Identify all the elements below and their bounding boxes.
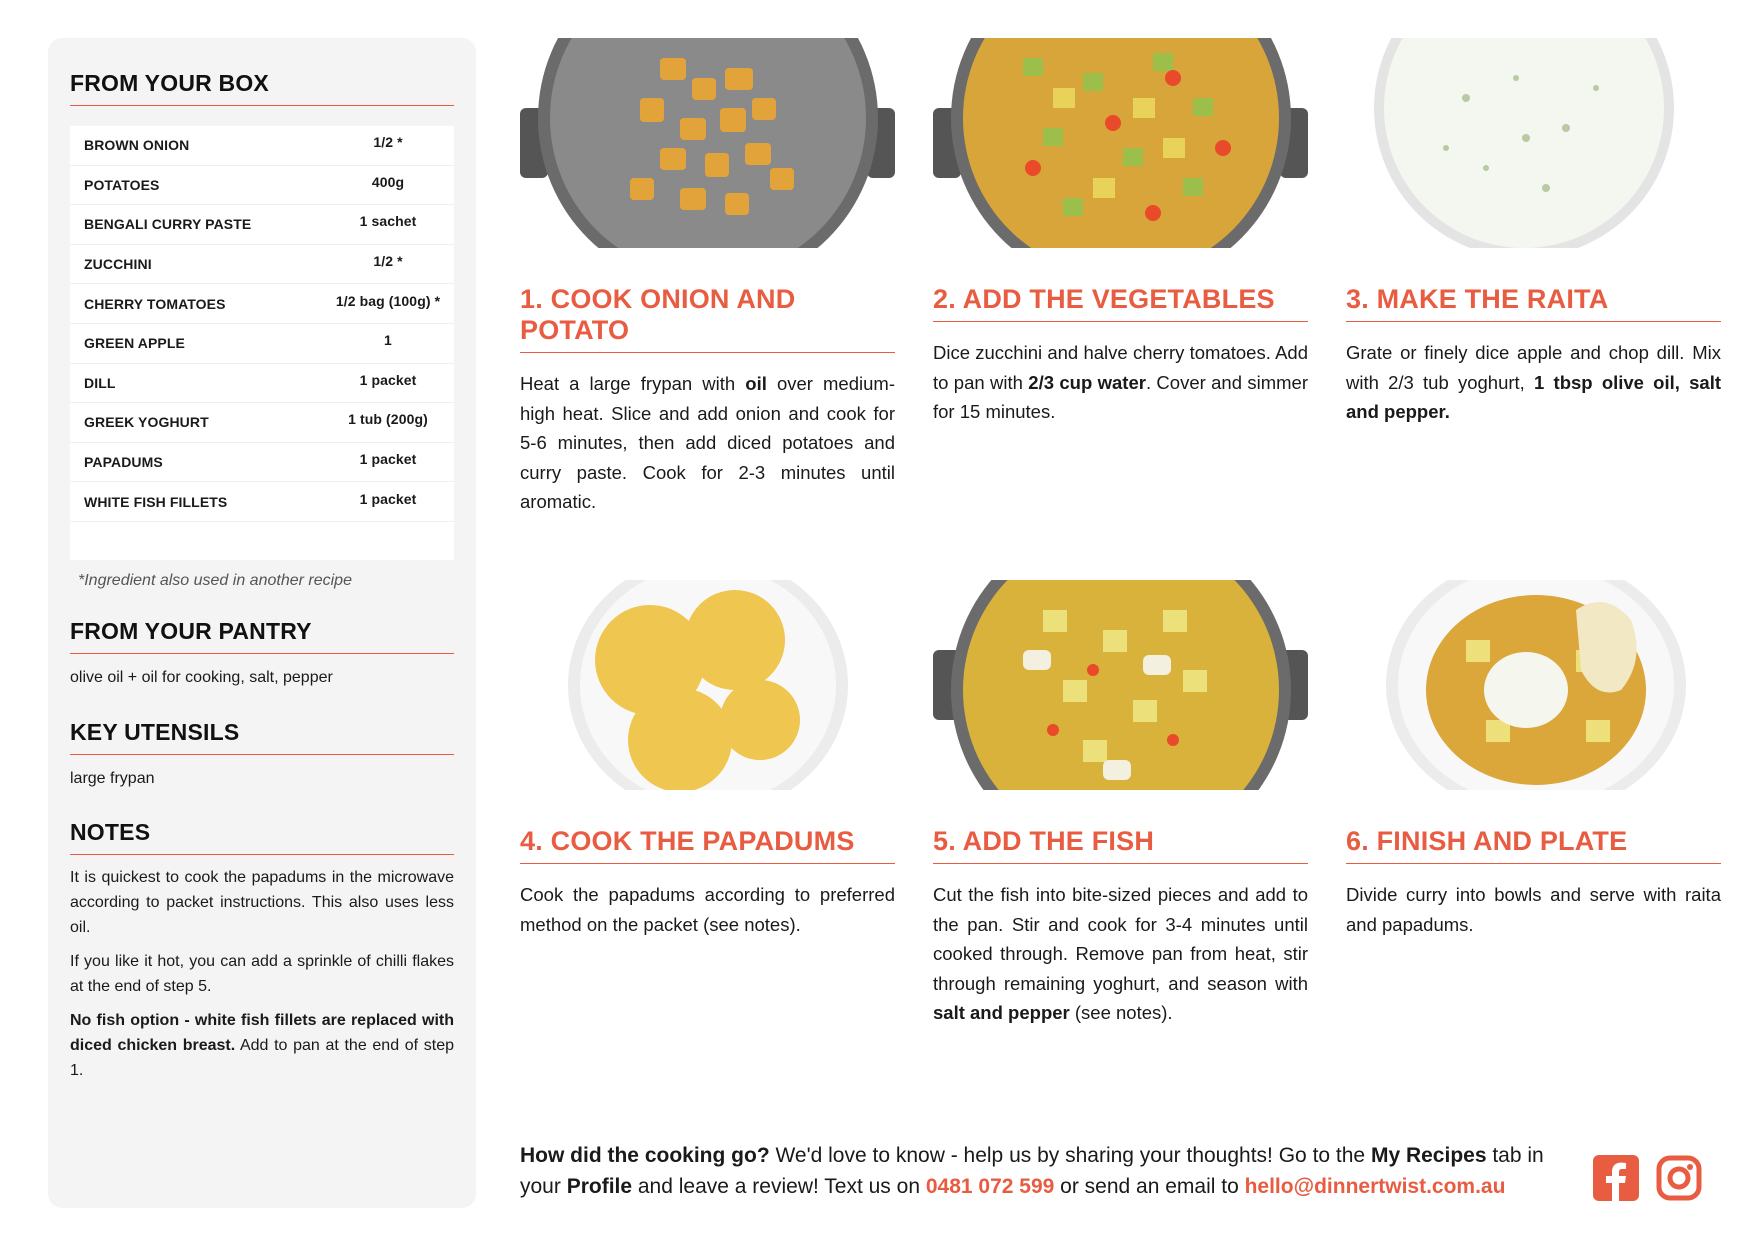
ingredient-qty: 1/2 * <box>373 134 403 151</box>
step-4-text-a: Cook the papadums according to preferred method on the packet (see notes). <box>520 884 895 935</box>
ingredient-name: WHITE FISH FILLETS <box>84 493 228 510</box>
ingredient-row <box>70 443 454 483</box>
ingredient-qty: 1 tub (200g) <box>348 411 428 428</box>
step-1-text <box>520 369 895 517</box>
ingredient-row <box>70 166 454 206</box>
ingredient-name: GREEN APPLE <box>84 335 185 352</box>
step-4-photo <box>520 580 895 790</box>
step-5-title: 5. ADD THE FISH <box>933 826 1308 864</box>
step-5-text-a: Cut the fish into bite-sized pieces and add to the pan. Stir and cook for 3-4 minutes until cooked through. Remove pan from heat, stir through remaining yoghurt, and season with <box>933 884 1308 994</box>
ingredient-empty-row <box>70 522 454 560</box>
ingredient-row <box>70 205 454 245</box>
footer-text-1: We'd love to know - help us by sharing your thoughts! Go to the <box>769 1144 1371 1167</box>
ingredient-row <box>70 245 454 285</box>
ingredient-row <box>70 126 454 166</box>
step-6-photo <box>1346 580 1721 790</box>
ingredient-qty: 1/2 * <box>373 253 403 270</box>
step-6-title: 6. FINISH AND PLATE <box>1346 826 1721 864</box>
notes-title: NOTES <box>70 819 454 855</box>
step-1 <box>520 38 895 517</box>
note-3 <box>70 1008 454 1083</box>
step-1-text-a: Heat a large frypan with <box>520 373 746 394</box>
ingredient-name: CHERRY TOMATOES <box>84 295 226 312</box>
step-1-text-b: over medium-high heat. Slice and add onion and cook for 5-6 minutes, then add diced potatoes and curry paste. Cook for 2-3 minutes until aromatic. <box>520 373 895 512</box>
step-2-title: 2. ADD THE VEGETABLES <box>933 284 1308 322</box>
step-4-text <box>520 880 895 939</box>
ingredient-qty: 1 sachet <box>359 213 417 230</box>
ingredient-name: POTATOES <box>84 176 160 193</box>
ingredient-row <box>70 482 454 522</box>
from-your-box-section <box>70 70 454 590</box>
step-1-title: 1. COOK ONION AND POTATO <box>520 284 895 353</box>
pantry-section <box>70 618 454 691</box>
step-1-photo <box>520 38 895 248</box>
ingredient-qty: 1 packet <box>359 451 417 468</box>
footer-profile: Profile <box>566 1175 633 1198</box>
step-1-bold: oil <box>745 373 767 394</box>
footer-text-2: tab in your <box>520 1144 1544 1198</box>
ingredient-row <box>70 324 454 364</box>
step-5-text <box>933 880 1308 1028</box>
footer-text-4: or send an email to <box>1054 1175 1245 1198</box>
ingredient-name: BENGALI CURRY PASTE <box>84 216 252 233</box>
step-4 <box>520 580 895 939</box>
step-6-text-a: Divide curry into bowls and serve with raita and papadums. <box>1346 884 1721 935</box>
ingredient-row <box>70 284 454 324</box>
sidebar <box>48 38 476 1208</box>
step-6 <box>1346 580 1721 939</box>
step-3-bold: 1 tbsp olive oil, salt and pepper. <box>1346 371 1721 422</box>
ingredient-name: PAPADUMS <box>84 454 163 471</box>
note-1: It is quickest to cook the papadums in the microwave according to packet instructions. This also uses less oil. <box>70 869 454 937</box>
utensils-section <box>70 719 454 792</box>
ingredient-qty: 1/2 bag (100g) * <box>335 292 441 309</box>
notes-section <box>70 819 454 1083</box>
ingredient-footnote: *Ingredient also used in another recipe <box>78 571 352 589</box>
step-4-title: 4. COOK THE PAPADUMS <box>520 826 895 864</box>
step-2-bold: 2/3 cup water <box>1028 371 1146 393</box>
step-2-text-b: . Cover and simmer for 15 minutes. <box>933 371 1308 422</box>
step-3-title: 3. MAKE THE RAITA <box>1346 284 1721 322</box>
step-6-text <box>1346 880 1721 939</box>
step-2-text-a: Dice zucchini and halve cherry tomatoes. Add to pan with <box>933 342 1308 393</box>
utensils-text: large frypan <box>70 769 155 787</box>
ingredient-qty: 1 <box>384 332 392 349</box>
footer-my-recipes: My Recipes <box>1370 1144 1487 1167</box>
note-3-bold: No fish option - white fish fillets are replaced with diced chicken breast. <box>70 1012 454 1055</box>
ingredient-name: BROWN ONION <box>84 137 190 154</box>
step-3 <box>1346 38 1721 427</box>
ingredients-table <box>70 126 454 560</box>
step-2 <box>933 38 1308 427</box>
ingredient-row <box>70 364 454 404</box>
pantry-text: olive oil + oil for cooking, salt, pepper <box>70 668 333 686</box>
step-2-photo <box>933 38 1308 248</box>
step-5-text-b: (see notes). <box>1069 1002 1173 1023</box>
ingredient-name: ZUCCHINI <box>84 256 152 273</box>
instagram-icon[interactable] <box>1656 1155 1702 1201</box>
note-2: If you like it hot, you can add a sprinkle of chilli flakes at the end of step 5. <box>70 953 454 996</box>
step-3-photo <box>1346 38 1721 248</box>
ingredient-name: DILL <box>84 374 116 391</box>
ingredient-qty: 1 packet <box>359 490 417 507</box>
step-5-bold: salt and pepper <box>933 1002 1070 1023</box>
ingredient-name: GREEK YOGHURT <box>84 414 209 431</box>
step-3-text <box>1346 338 1721 427</box>
ingredient-qty: 400g <box>371 173 405 190</box>
email-link[interactable]: hello@dinnertwist.com.au <box>1244 1175 1506 1198</box>
footer-question: How did the cooking go? <box>520 1144 770 1167</box>
step-5 <box>933 580 1308 1028</box>
step-5-photo <box>933 580 1308 790</box>
feedback-footer <box>520 1140 1580 1202</box>
from-your-box-title: FROM YOUR BOX <box>70 70 454 106</box>
facebook-icon[interactable] <box>1593 1155 1639 1201</box>
step-3-text-a: Grate or finely dice apple and chop dill. Mix with 2/3 tub yoghurt, <box>1346 342 1721 393</box>
note-3-rest: Add to pan at the end of step 1. <box>70 1037 455 1080</box>
phone-link[interactable]: 0481 072 599 <box>925 1175 1055 1198</box>
ingredient-qty: 1 packet <box>359 371 417 388</box>
pantry-title: FROM YOUR PANTRY <box>70 618 454 654</box>
ingredient-row <box>70 403 454 443</box>
step-2-text <box>933 338 1308 427</box>
utensils-title: KEY UTENSILS <box>70 719 454 755</box>
footer-text-3: and leave a review! Text us on <box>632 1175 926 1198</box>
